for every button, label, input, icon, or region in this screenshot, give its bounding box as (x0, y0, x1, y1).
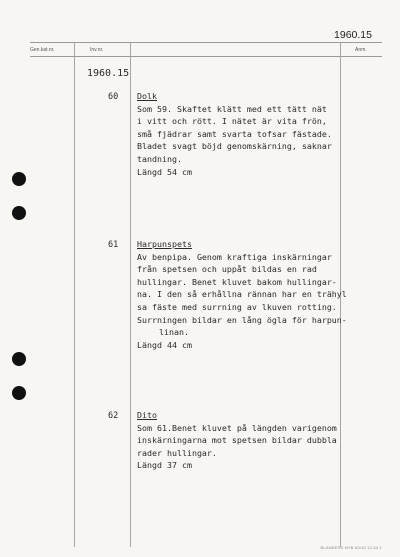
entry-title: Harpunspets (137, 239, 192, 249)
footer-print-code: BLANKERS NYB 60/10 12.64 1 (320, 545, 382, 550)
entry-line: Som 61.Benet kluvet på längden varigenom (137, 422, 337, 433)
entry-number: 62 (108, 411, 119, 421)
entry-line: inskärningarna mot spetsen bildar dubbla (137, 435, 337, 446)
entry-line: Som 59. Skaftet klätt med ett tätt nät (137, 103, 327, 114)
entry-number: 61 (108, 240, 119, 250)
entry-line: sa fäste med surrning av lkuven rotting. (137, 301, 337, 312)
entry-body (137, 238, 347, 351)
entry-body (137, 90, 342, 178)
gen-kat-column-header: Gen.kat.nr. (30, 47, 55, 53)
entry-line: från spetsen och uppåt bildas en rad (137, 264, 317, 275)
entry-body (137, 409, 342, 472)
inv-column-header: Inv.nr. (90, 47, 104, 53)
punch-hole-3 (12, 352, 26, 366)
punch-hole-4 (12, 386, 26, 400)
entry-line: Bladet svagt böjd genomskärning, saknar (137, 141, 332, 152)
anm-column-header: Anm. (355, 47, 367, 53)
header-top-rule (30, 42, 382, 43)
entry-line: i vitt och rött. I nätet är vita frön, (137, 116, 327, 127)
punch-hole-1 (12, 172, 26, 186)
year-label: 1960.15 (87, 68, 130, 79)
entry-title: Dolk (137, 91, 157, 101)
entry-title: Dito (137, 410, 157, 420)
entry-line: Längd 54 cm (137, 166, 192, 177)
column-divider-inv (130, 42, 131, 547)
entry-line: na. I den så erhållna rännan har en trähyl (137, 289, 347, 300)
entry-number: 60 (108, 92, 119, 102)
entry-line: Längd 37 cm (137, 460, 192, 471)
header-bottom-rule (30, 56, 382, 57)
entry-line: rader hullingar. (137, 447, 217, 458)
entry-line: Av benpipa. Genom kraftiga inskärningar (137, 251, 332, 262)
entry-line: linan. (159, 327, 189, 338)
punch-hole-2 (12, 206, 26, 220)
entry-line: hullingar. Benet kluvet bakom hullingar- (137, 276, 337, 287)
entry-line: Surrningen bildar en lång ögla för harpun- (137, 314, 347, 325)
column-divider-gen (74, 42, 75, 547)
page-number: 1960.15 (334, 29, 372, 41)
entry-line: Längd 44 cm (137, 339, 192, 350)
entry-line: små fjädrar samt svarta tofsar fästade. (137, 128, 332, 139)
entry-line: tandning. (137, 153, 182, 164)
